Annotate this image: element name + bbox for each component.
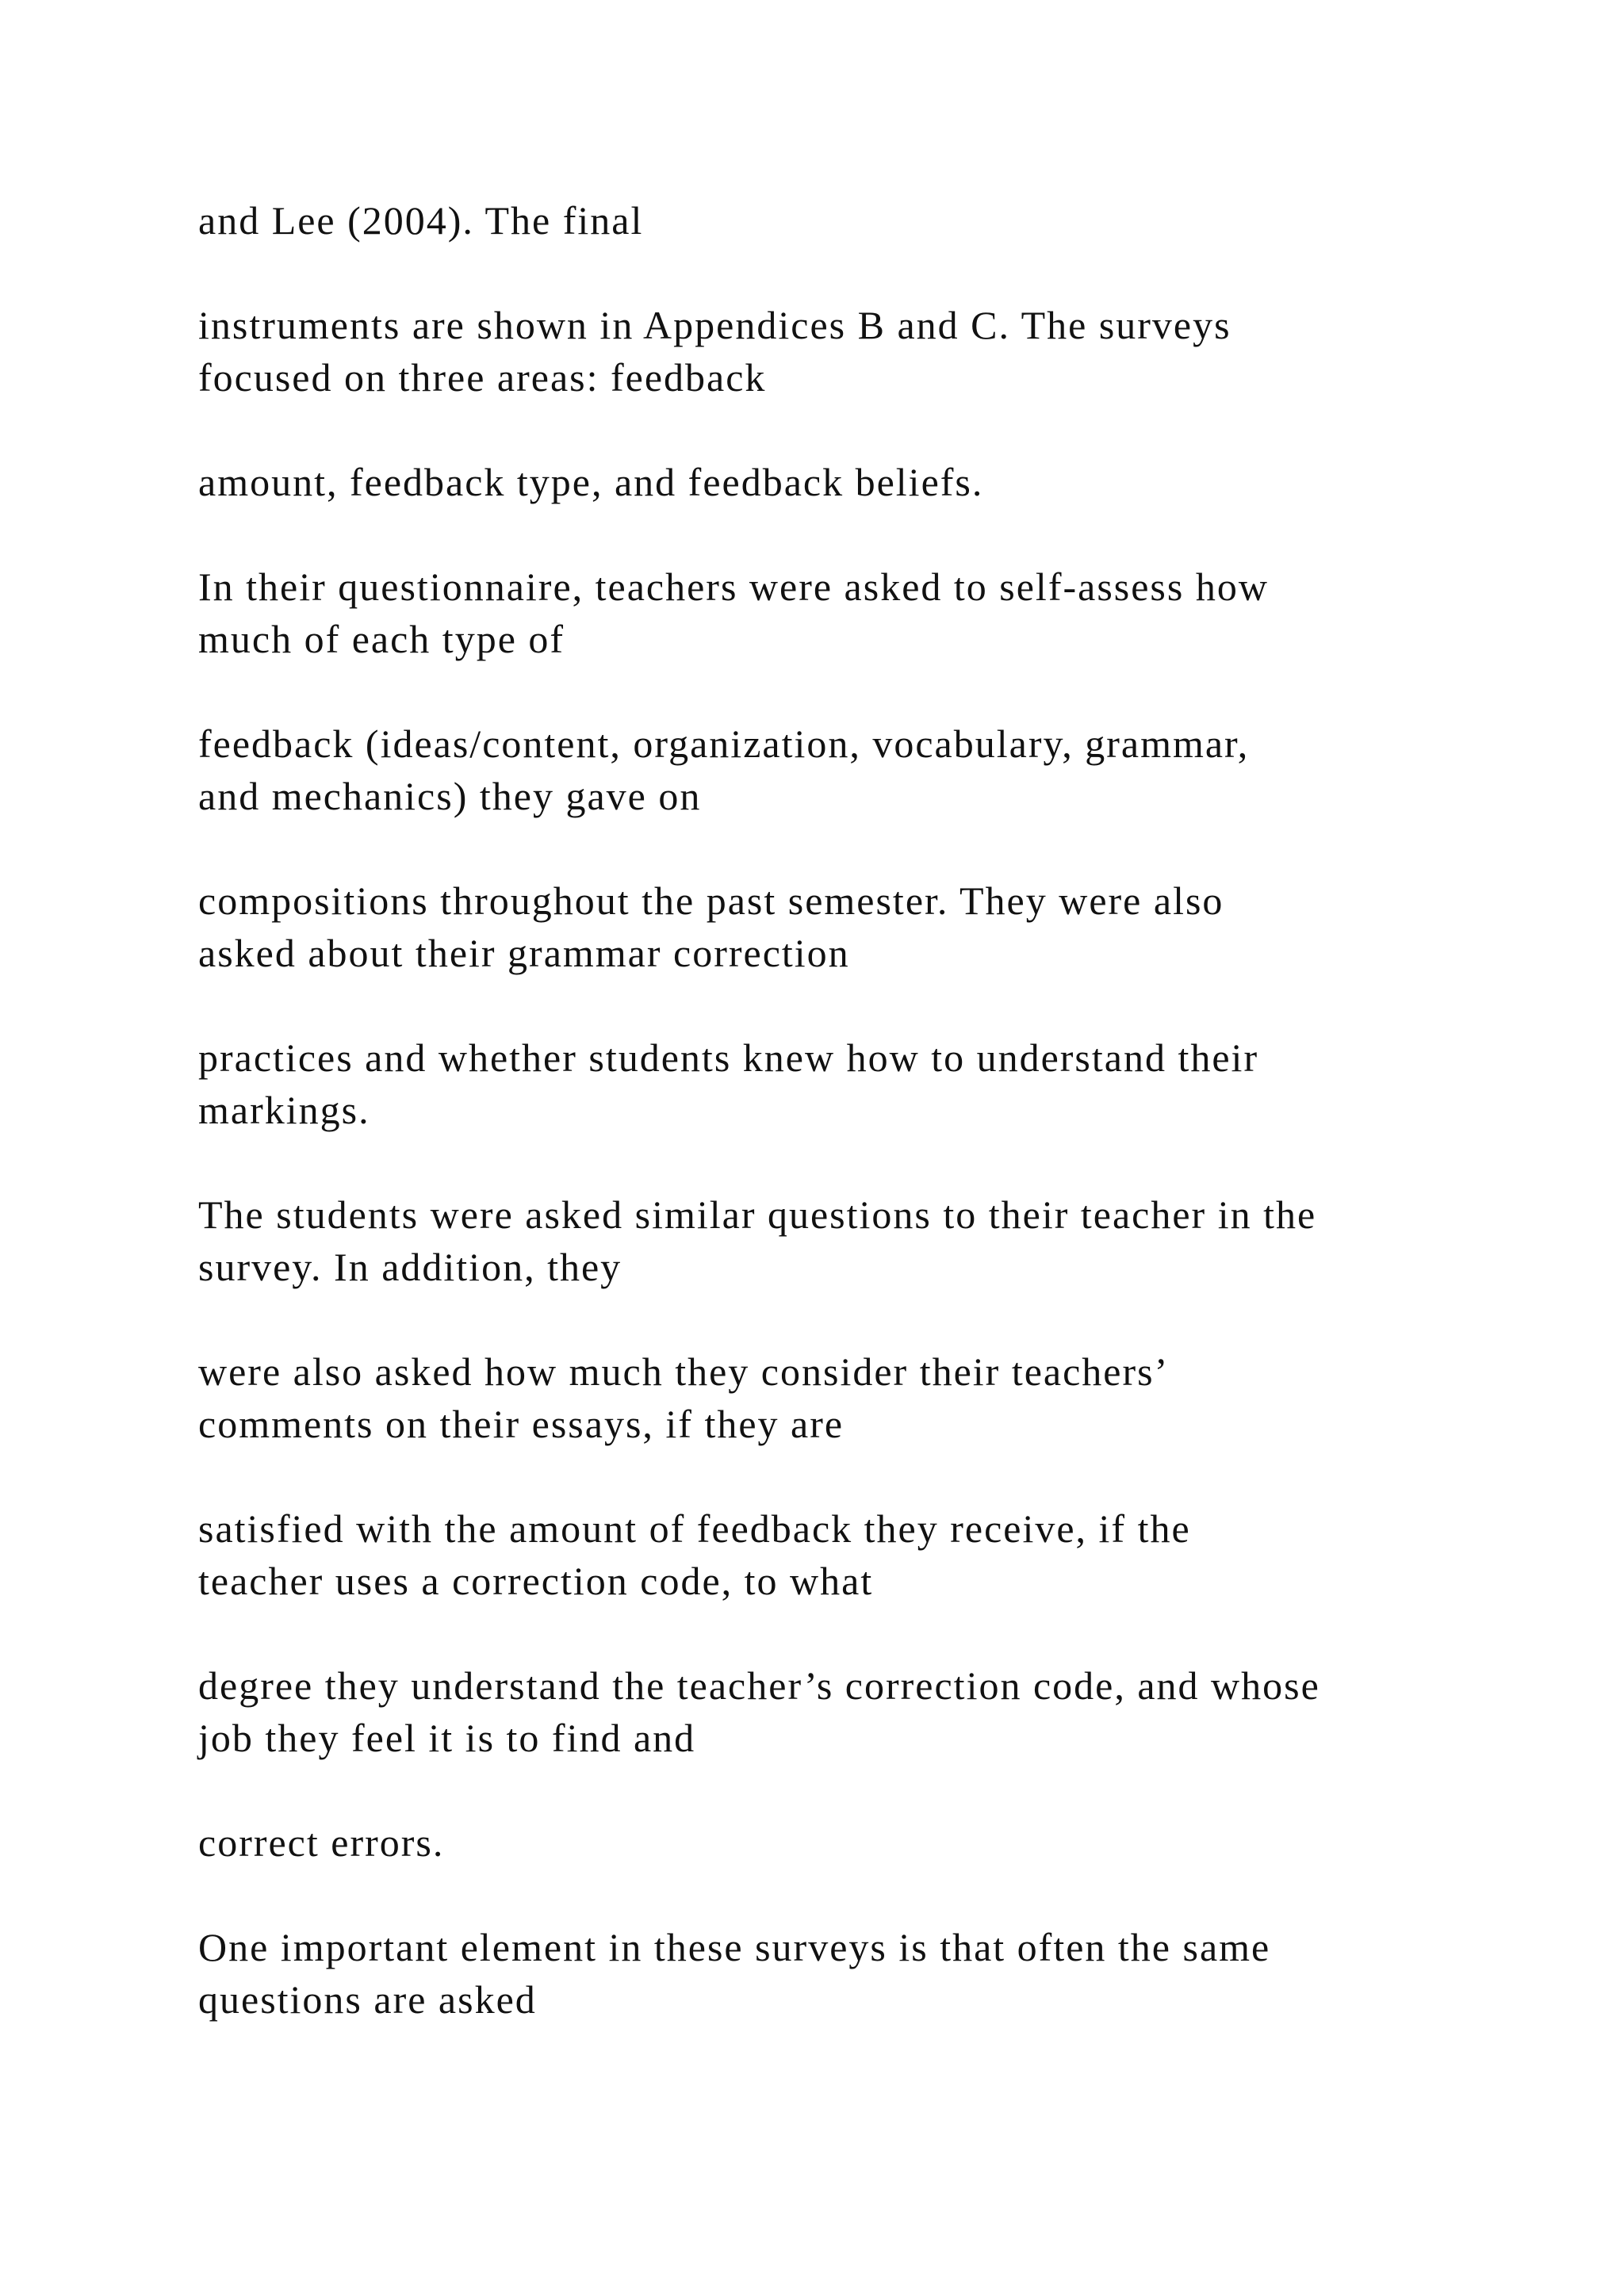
paragraph: degree they understand the teacher’s correction code, and whose job they feel it is to find and (198, 1663, 1320, 1760)
paragraph: practices and whether students knew how to understand their markings. (198, 1035, 1259, 1132)
paragraph: and Lee (2004). The final (198, 198, 644, 243)
paragraph: correct errors. (198, 1820, 445, 1865)
paragraph: In their questionnaire, teachers were asked to self-assess how much of each type of (198, 564, 1269, 661)
paragraph: were also asked how much they consider their teachers’ comments on their essays, if they are (198, 1349, 1170, 1446)
paragraph: satisfied with the amount of feedback they receive, if the teacher uses a correction code, to what (198, 1506, 1191, 1603)
paragraph: compositions throughout the past semester. They were also asked about their grammar correction (198, 878, 1224, 975)
paragraph: The students were asked similar questions to their teacher in the survey. In addition, they (198, 1192, 1317, 1289)
paragraph: amount, feedback type, and feedback beliefs. (198, 460, 984, 504)
document-body (198, 194, 1467, 2078)
paragraph: instruments are shown in Appendices B and C. The surveys focused on three areas: feedback (198, 303, 1231, 400)
paragraph: feedback (ideas/content, organization, vocabulary, grammar, and mechanics) they gave on (198, 721, 1250, 818)
paragraph: One important element in these surveys is that often the same questions are asked (198, 1925, 1271, 2022)
